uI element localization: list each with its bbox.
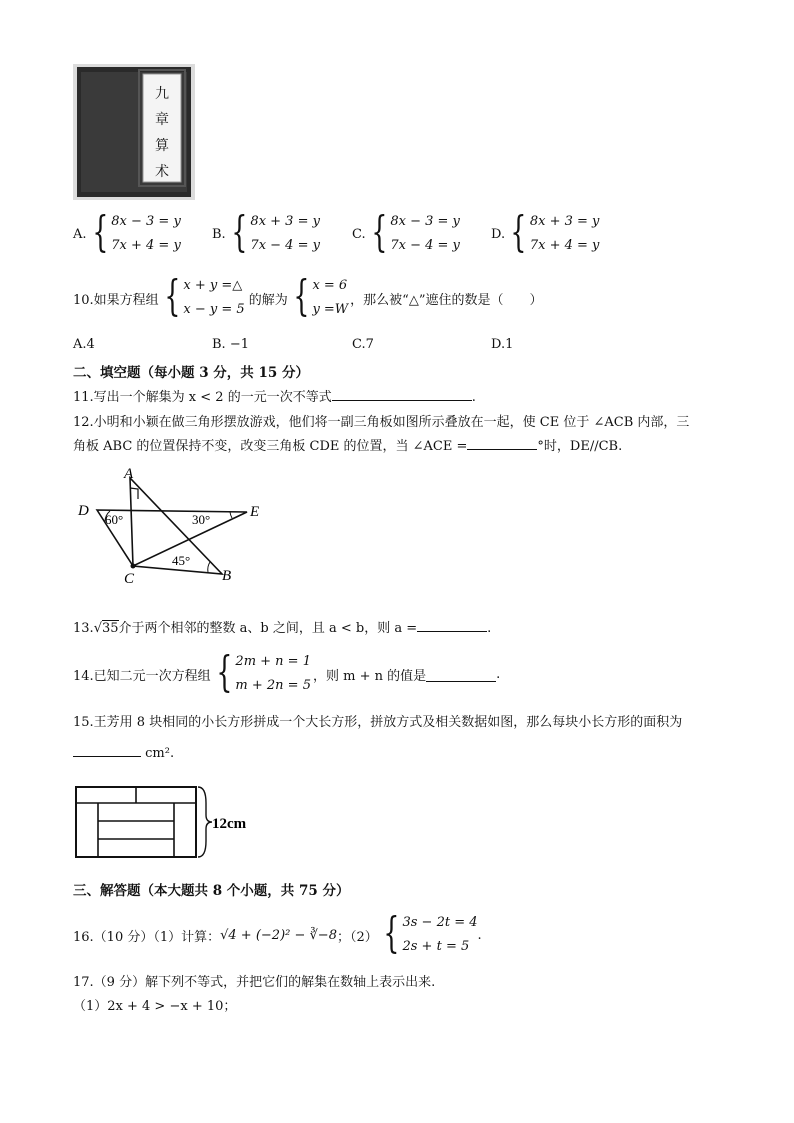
q13-number: 13.: [73, 621, 94, 636]
equation: 8x + 3 = y: [529, 214, 600, 229]
q14-prefix: 14.已知二元一次方程组: [73, 668, 211, 684]
equation: 8x + 3 = y: [250, 214, 320, 229]
q10-option-a[interactable]: A.4: [73, 337, 95, 352]
angle-45-label: 45°: [172, 553, 191, 568]
q12-line-2b: °时，DE//CB.: [537, 439, 623, 454]
answer-blank[interactable]: [332, 388, 472, 401]
vertex-d: D: [78, 503, 89, 519]
equation: 8x − 3 = y: [390, 214, 460, 229]
answer-blank[interactable]: [73, 744, 141, 757]
equation: 7x + 4 = y: [529, 238, 600, 253]
q16-prefix: 16.（10 分）（1）计算：: [73, 929, 221, 945]
svg-text:算: 算: [155, 138, 169, 154]
option-label: D.: [491, 226, 506, 242]
svg-text:章: 章: [155, 112, 169, 128]
q10-option-b[interactable]: B. −1: [212, 337, 249, 352]
q9-option-a[interactable]: A. { 8x − 3 = y 7x + 4 = y: [73, 207, 181, 256]
angle-60-label: 60°: [105, 512, 124, 527]
q10-option-c[interactable]: C.7: [352, 337, 374, 352]
question-11: [73, 386, 476, 405]
q12-line-1: 12.小明和小颖在做三角形摆放游戏，他们将一副三角板如图所示叠放在一起，使 CE 位于 ∠ACB 内部，三: [73, 415, 690, 430]
q13-end: .: [487, 621, 492, 636]
q14-end: .: [496, 666, 501, 682]
q10-suffix: ，那么被“△”遮住的数是（ ）: [350, 292, 543, 308]
solution: x = 6: [312, 278, 348, 293]
answer-blank[interactable]: [426, 667, 496, 682]
q17-line-1: 17.（9 分）解下列不等式，并把它们的解集在数轴上表示出来.: [73, 975, 436, 990]
q17-line-2: （1）2x + 4 > −x + 10；: [73, 999, 237, 1014]
option-label: C.: [352, 226, 366, 242]
equation: m + 2n = 5: [235, 678, 311, 693]
option-label: A.: [73, 226, 87, 242]
q10-middle: 的解为: [248, 292, 288, 308]
q14-suffix: ，则 m + n 的值是: [312, 668, 427, 684]
q11-text: 11.写出一个解集为 x < 2 的一元一次不等式: [73, 390, 332, 405]
sqrt-symbol: √: [93, 621, 102, 636]
q16-end: .: [477, 927, 482, 943]
q15-line-2: [73, 744, 174, 761]
q13-text: 介于两个相邻的整数 a、b 之间，且 a < b，则 a =: [118, 621, 418, 636]
solution: y =W: [312, 302, 349, 317]
vertex-a: A: [124, 466, 134, 482]
q15-unit: cm².: [145, 746, 175, 761]
equation: x − y = 5: [183, 302, 245, 317]
answer-blank[interactable]: [467, 437, 537, 450]
question-10: 10.如果方程组 { x + y =△ x − y = 5 的解为 { x = 6 y =W ，那么被“△”遮住的数是（ ）: [73, 271, 543, 320]
question-13: [73, 617, 491, 636]
equation: 7x − 4 = y: [390, 238, 460, 253]
q12-line-2a: 角板 ABC 的位置保持不变，改变三角板 CDE 的位置，当 ∠ACE =: [73, 439, 468, 454]
question-16: 16.（10 分）（1）计算： √4 + (−2)² − ∛−8 ；（2） { 3s − 2t = 4 2s + t = 5 .: [73, 908, 482, 957]
q16-mid: ；（2）: [336, 929, 378, 945]
sqrt-radicand: 35: [101, 621, 119, 636]
equation: 2s + t = 5: [402, 939, 470, 954]
equation: 2m + n = 1: [235, 654, 311, 669]
equation: 8x − 3 = y: [111, 214, 181, 229]
q10-option-d[interactable]: D.1: [491, 337, 514, 352]
answer-blank[interactable]: [417, 619, 487, 632]
book-cover-image: [73, 64, 195, 200]
vertex-b: B: [222, 568, 232, 584]
q11-end: .: [471, 390, 476, 405]
vertex-e: E: [250, 504, 260, 520]
angle-30-label: 30°: [192, 512, 211, 527]
vertex-c: C: [124, 571, 135, 586]
option-label: B.: [212, 226, 226, 242]
q12-line-2: [73, 435, 622, 454]
section-3-heading: 三、解答题（本大题共 8 个小题，共 75 分）: [73, 883, 350, 899]
figure-12-triangles: [72, 466, 272, 590]
equation: 7x − 4 = y: [250, 238, 320, 253]
question-14: 14.已知二元一次方程组 { 2m + n = 1 m + 2n = 5 ，则 m + n 的值是 .: [73, 647, 501, 696]
q9-option-d[interactable]: D. { 8x + 3 = y 7x + 4 = y: [491, 207, 600, 256]
section-2-heading: 二、填空题（每小题 3 分，共 15 分）: [73, 365, 309, 381]
svg-text:九: 九: [155, 86, 169, 102]
svg-text:术: 术: [155, 164, 169, 180]
q16-expression: √4 + (−2)² − ∛−8: [220, 927, 337, 943]
q10-prefix: 10.如果方程组: [73, 292, 159, 308]
equation: 7x + 4 = y: [111, 238, 181, 253]
q15-line-1: 15.王芳用 8 块相同的小长方形拼成一个大长方形，拼放方式及相关数据如图，那么每块小长方形的面积为: [73, 715, 683, 730]
figure-15-rectangles: [72, 783, 262, 867]
q9-option-c[interactable]: C. { 8x − 3 = y 7x − 4 = y: [352, 207, 460, 256]
q9-option-b[interactable]: B. { 8x + 3 = y 7x − 4 = y: [212, 207, 320, 256]
equation: x + y =△: [183, 278, 243, 293]
equation: 3s − 2t = 4: [402, 915, 478, 930]
dimension-label: 12cm: [212, 816, 247, 832]
